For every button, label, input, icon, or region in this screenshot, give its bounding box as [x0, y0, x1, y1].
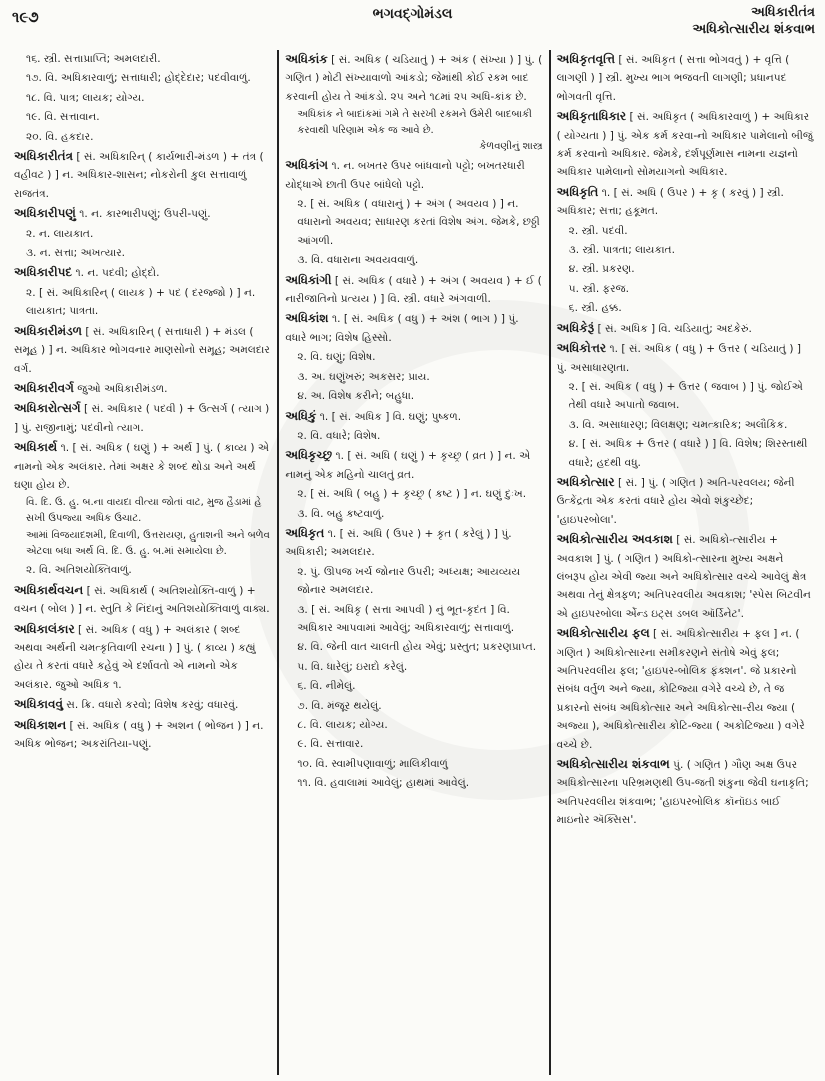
definition-text: ૨. ન. લાયકાત.: [26, 227, 94, 240]
headword: અધિકાર્થ: [14, 440, 58, 455]
definition-text: ૧. ન. કારભારીપણું; ઉપરી-પણું.: [75, 208, 211, 221]
dictionary-entry: [557, 50, 814, 106]
definition-text: ૩. વિ. બહુ કષ્ટવાળું.: [297, 507, 385, 520]
definition-text: [ સં. ] પું. ( ગણિત ) અતિ-પરવલય; જેની ઉત્કેંદ્રતા એક કરતાં વધારે હોય એવો શંકુચ્છેદ; 'હાઇપરબોલા'.: [556, 476, 795, 526]
headword: અધિકોત્સાર: [556, 474, 615, 489]
entry-sense: [285, 677, 542, 695]
dictionary-entry: [285, 271, 542, 309]
guide-word-first: અધિકારીતંત્ર: [751, 5, 815, 20]
dictionary-entry: [14, 438, 271, 494]
dictionary-columns: [8, 50, 820, 1075]
dictionary-entry: [14, 263, 271, 282]
definition-text: જુઓ અધિકારીમંડળ.: [73, 382, 168, 395]
dictionary-entry: [557, 624, 814, 754]
definition-text: [ સં. અધિકારિન્ ( કાર્યભારી-મંડળ ) + તંત્ર ( વહીવટ ) ] ન. અધિકાર-શાસન; નોકરોની કુલ સત્તાવાળું રાજતંત્ર.: [14, 151, 264, 200]
entry-sense: [285, 716, 542, 734]
headword: અધિકૃતાધિકાર: [556, 109, 627, 124]
column-3: [549, 50, 820, 1075]
dictionary-entry: [14, 379, 271, 398]
entry-sense: [14, 128, 271, 146]
dictionary-entry: [557, 107, 814, 182]
dictionary-entry: [14, 581, 271, 619]
definition-text: ૧૭. વિ. અધિકારવાળું; સત્તાધારી; હોદ્દેદાર; પદવીવાળું.: [26, 72, 251, 85]
definition-text: આમાં વિજયાદશમી, દિવાળી, ઉત્તરાયણ, હુતાશની અને બળેવ એટલા બધા અર્થ વિ. દિ. ઉ. હુ. બ.માં સમાયેલા છે.: [26, 530, 270, 558]
headword: અધિકાશન: [14, 717, 67, 732]
entry-sense: [285, 735, 542, 753]
definition-text: ૮. વિ. લાયક; યોગ્ય.: [297, 719, 388, 731]
definition-text: ૨. વિ. ઘણું; વિશેષ.: [297, 351, 376, 364]
entry-sense: [285, 697, 542, 715]
definition-text: ૨. વિ. અતિશયોક્તિવાળું.: [26, 564, 132, 577]
dictionary-entry: [285, 309, 542, 347]
dictionary-entry: [14, 716, 271, 754]
definition-text: [ સં. અધિકૃત ( અધિકારવાળું ) + અધિકાર ( યોગ્યતા ) ] પું. એક કર્મ કરવા-નો અધિકાર પામેલાનો બીજું કર્મ કરવાનો અધિકાર. જેમકે, દર્શપૂર્ણમાસ નામના યજ્ઞનો અધિકાર પામેલાનો સોમયાગનો અધિકાર.: [556, 111, 813, 179]
dictionary-entry: [14, 399, 271, 437]
definition-text: ૧. [ સં. અધિ ( ઉપર ) + કૃત ( કરેલું ) ] પું. અધિકારી; અમલદાર.: [285, 527, 512, 559]
definition-text: ૭. વિ. મંજૂર થયેલું.: [297, 699, 382, 712]
definition-text: ૩. સ્ત્રી. પાત્રતા; લાયકાત.: [568, 244, 675, 257]
entry-sense: [557, 260, 814, 278]
headword: અધિકોત્સારીય શંકવાભ: [556, 757, 670, 772]
dictionary-entry: [557, 755, 814, 830]
definition-text: ૫. સ્ત્રી. ફરજ.: [568, 282, 629, 295]
entry-sense: [557, 378, 814, 415]
entry-sense: [557, 435, 814, 472]
entry-sense: [285, 251, 542, 269]
headword: અધિકાર્થવચન: [14, 582, 84, 597]
headword: અધિકાવવું: [14, 697, 63, 712]
definition-text: ૫. વિ. ધારેલું; ઇરાદો કરેલું.: [297, 660, 408, 673]
headword: અધિકાંક: [285, 52, 328, 66]
definition-text: ૪. [ સં. અધિક + ઉત્તર ( વધારે ) ] વિ. વિશેષ; શિરસ્તાથી વધારે; હદથી વધુ.: [568, 438, 808, 469]
entry-sense: [285, 368, 542, 386]
entry-sense: [285, 601, 542, 638]
entry-sense: [557, 280, 814, 298]
dictionary-entry: [285, 156, 542, 194]
entry-sense: [14, 69, 271, 87]
entry-sense: [285, 563, 542, 600]
dictionary-entry: [285, 446, 542, 484]
definition-text: ૨. પું. ઊપજ ખર્ચ જોનાર ઉપરી; અધ્યક્ષ; આયવ્યય જોનાર અમલદાર.: [297, 565, 521, 597]
definition-text: પું. ( ગણિત ) ગૌણ અક્ષ ઉપર અધિકોત્સારના પરિભ્રમણથી ઉપ-જતી શંકુના જેવી ઘનાકૃતિ; અતિપરવલીય શંકવાભ; 'હાઇપરબોલિક કૉનૉઇડ બાઈ માઇનોર ઍક્સિસ'.: [556, 759, 809, 827]
dictionary-entry: [557, 530, 814, 623]
entry-sense: [557, 222, 814, 240]
definition-text: [ સં. અધિકારિન્ ( સત્તાધારી ) + મંડલ ( સમૂહ ) ] ન. અધિકાર ભોગવનાર માણસોનો સમૂહ; અમલદાર વર્ગ.: [14, 325, 270, 375]
headword: અધિકોત્સારીય ફલ: [556, 626, 650, 641]
definition-text: ૧. [ સં. અધિક ( વધુ ) + અંશ ( ભાગ ) ] પું. વધારે ભાગ; વિશેષ હિસ્સો.: [285, 313, 519, 344]
headword: અધિકારીમંડળ: [14, 323, 83, 338]
dictionary-entry: [285, 407, 542, 426]
headword: અધિકું: [285, 408, 317, 423]
definition-text: ૨. [ સં. અધિકારિન્ ( લાયક ) + પદ ( દરજ્જો ) ] ન. લાયકાત; પાત્રતા.: [26, 286, 256, 318]
dictionary-entry: [557, 339, 814, 377]
dictionary-entry: [14, 147, 271, 203]
entry-sense: [557, 299, 814, 317]
definition-text: સ. ક્રિ. વધારો કરવો; વિશેષ કરવું; વધારવું.: [62, 699, 239, 712]
definition-text: ૧૯. વિ. સત્તાવાન.: [26, 111, 100, 124]
headword: અધિકાંગ: [285, 158, 329, 173]
definition-text: ૨૦. વિ. હકદાર.: [26, 130, 94, 143]
headword: અધિકારીતંત્ર: [14, 149, 73, 164]
definition-text: ૧. [ સં. અધિ ( ઉપર ) + કૃ ( કરવું ) ] સ્ત્રી. અધિકાર; સત્તા; હકૂમત.: [556, 186, 784, 218]
definition-text: ૩. વિ. અસાધારણ; વિલક્ષણ; ચમત્કારિક; અલૌકિક.: [568, 418, 788, 431]
definition-text: ૨. [ સં. અધિક ( વધારાનું ) + અંગ ( અવયવ ) ] ન. વધારાનો અવયવ; સાધારણ કરતાં વિશેષ અંગ. જેમકે, છઠ્ઠી આંગળી.: [297, 198, 540, 247]
entry-sense: [285, 195, 542, 250]
definition-text: ૧૧. વિ. હવાલામાં આવેલું; હાથમાં આવેલું.: [297, 777, 470, 790]
definition-text: ૩. [ સં. અધિકૃ ( સત્તા આપવી ) નું ભૂત-કૃદંત ] વિ. અધિકાર આપવામાં આવેલું; અધિકારવાળું; સત્તાવાળું.: [297, 603, 515, 634]
definition-text: ૨. સ્ત્રી. પદવી.: [568, 224, 628, 237]
definition-text: ૪. અ. વિશેષ કરીને; બહુધા.: [297, 390, 415, 403]
definition-text: ૧. [ સં. અધિક ( વધુ ) + ઉત્તર ( ચડિયાતું ) ] પું. અસાધારણતા.: [556, 343, 801, 374]
definition-text: વિ. દિ. ઉ. હુ. બ.ના વાયદા વીત્યા જોતાં વાટ, મુજ હૈડામાં હે સખી ઉપજ્યા અધિક ઉચાટ.: [26, 497, 262, 525]
entry-sense: [557, 416, 814, 434]
dictionary-entry: [557, 183, 814, 221]
dictionary-entry: [285, 50, 542, 106]
headword: અધિકૃત: [285, 525, 325, 540]
example-quote: [14, 528, 271, 560]
dictionary-entry: [14, 695, 271, 714]
definition-text: [ સં. અધિક ( વધુ ) + અલંકાર ( શબ્દ અથવા અર્થની ચમત્કૃતિવાળી રચના ) ] પું. ( કાવ્ય ) કહ્યું હોય તે કરતાં વધારે કહેવું એ દર્શાવતો એ નામનો એક અલંકાર. જુઓ અધિક ૧.: [14, 623, 256, 691]
dictionary-entry: [285, 524, 542, 562]
definition-text: ૧. [ સં. અધિક ] વિ. ઘણું; પુષ્કળ.: [316, 410, 462, 423]
definition-text: ૧૦. વિ. સ્વામીપણાવાળું; માલિકીવાળું: [297, 757, 448, 770]
column-2: [277, 50, 548, 1075]
page-number: ૧૯૭: [12, 8, 39, 26]
definition-text: ૧. [ સં. અધિ ( ઘણું ) + કૃચ્છ્ર ( વ્રત ) ] ન. એ નામનું એક મહિનો ચાલતું વ્રત.: [285, 450, 531, 481]
entry-sense: [285, 755, 542, 773]
headword: અધિકોત્તર: [556, 341, 607, 356]
definition-text: ૨. [ સં. અધિ ( બહુ ) + કૃચ્છ્ર ( કષ્ટ ) ] ન. ઘણું દુઃખ.: [297, 488, 527, 501]
dictionary-entry: [14, 204, 271, 223]
entry-sense: [14, 561, 271, 579]
definition-text: ૧૮. વિ. પાત્ર; લાયક; યોગ્ય.: [26, 91, 145, 104]
entry-sense: [285, 505, 542, 523]
column-1: [8, 50, 277, 1075]
definition-text: ૧. ન. બખતર ઉપર બાંધવાનો પટ્ટો; બખતરધારી યોદ્ધાએ છાતી ઉપર બાંધેલો પટ્ટો.: [285, 160, 525, 191]
guide-word-last: અધિકોત્સારીય શંકવાભ: [692, 22, 815, 37]
definition-text: [ સં. અધિક ( વધુ ) + અશન ( ભોજન ) ] ન. અધિક ભોજન; અકરાંતિયા-પણું.: [14, 719, 264, 750]
entry-sense: [14, 108, 271, 126]
definition-text: ૧. ન. પદવી; હોદ્દો.: [72, 267, 160, 280]
headword: અધિકાલંકાર: [14, 621, 75, 636]
headword: અધિકોત્સારીય અવકાશ: [556, 532, 673, 547]
entry-sense: [285, 348, 542, 366]
entry-sense: [14, 50, 271, 68]
definition-text: [ સં. અધિકોત્સારીય + ફલ ] ન. ( ગણિત ) અધિકોત્સારના સમીકરણને સંતોષે એવું ફલ; અતિપરવલીય ફલ; 'હાઇપર-બોલિક ફંક્શન'. જે પ્રકારનો સંબંધ વર્તુળ અને જ્યા, કોટિજ્યા વગેરે વચ્ચે છે, તે જ પ્રકારનો સંબંધ અધિકોત્સાર અને અધિકોત્સા-રીય જ્યા ( અજ્યા ), અધિકોત્સારીય કોટિ-જ્યા ( અકોટિજ્યા ) વગેરે વચ્ચે છે.: [556, 628, 805, 751]
definition-text: અધિકાંક ને બાદાંકમાં ગમે તે સરખી રકમને ઉમેરી બાદબાકી કરવાથી પરિણામ એક જ આવે છે.: [297, 109, 532, 137]
headword: અધિકૃતવૃત્તિ: [556, 52, 616, 66]
headword: અધિકારીપણું: [14, 206, 76, 221]
entry-sense: [285, 427, 542, 445]
entry-sense: [285, 658, 542, 676]
definition-text: [ સં. અધિક ] વિ. ચડિયાતું; અદકેરું.: [594, 322, 752, 335]
definition-text: ૪. સ્ત્રી. પ્રકરણ.: [568, 263, 635, 276]
entry-sense: [14, 225, 271, 243]
guide-words: [692, 4, 815, 38]
definition-text: [ સં. અધિકો-ત્સારીય + અવકાશ ] પું. ( ગણિત ) અધિકો-ત્સારના મુખ્ય અક્ષને લંબરૂપ હોય એવી જ્યા અને અધિકોત્સાર વચ્ચે આવેલું ક્ષેત્ર અથવા તેનું ક્ષેત્રફળ; અતિપરવલીય અવકાશ; 'સ્પેસ બિટવીન એ હાઇપરબોલા એૅન્ડ ઇટ્સ ડબલ ઑર્ડિનેટ'.: [556, 534, 811, 620]
entry-sense: [285, 638, 542, 656]
definition-text: ૨. [ સં. અધિક ( વધુ ) + ઉત્તર ( જવાબ ) ] પું. જોઈએ તેથી વધારે અપાતો જવાબ.: [568, 380, 803, 412]
entry-sense: [14, 89, 271, 107]
definition-text: [ સં. અધિકૃત ( સત્તા ભોગવતું ) + વૃત્તિ ( લાગણી ) ] સ્ત્રી. મુખ્ય ભાગ ભજવતી લાગણી; પ્રધાનપદ ભોગવતી વૃત્તિ.: [556, 54, 790, 103]
dictionary-entry: [557, 473, 814, 529]
definition-text: [ સં. અધિક ( વધારે ) + અંગ ( અવયવ ) + ઈ ( નારીજાતિનો પ્રત્યય ) ] વિ. સ્ત્રી. વધારે અંગવાળી.: [285, 274, 542, 306]
headword: અધિકાંગી: [285, 272, 332, 287]
headword: અધિકૃચ્છ્ર: [285, 448, 333, 463]
definition-text: ૬. સ્ત્રી. હક્ક.: [568, 302, 622, 315]
definition-text: [ સં. અધિકાર્થ ( અતિશયોક્તિ-વાળું ) + વચન ( બોલ ) ] ન. સ્તુતિ કે નિંદાનું અતિશયોક્તિવાળું વાક્ય.: [14, 584, 270, 616]
definition-text: ૩. વિ. વધારાના અવયવવાળું.: [297, 254, 419, 267]
headword: અધિકારોત્સર્ગ: [14, 401, 81, 416]
entry-sense: [285, 485, 542, 503]
headword: અધિકૃતિ: [556, 184, 599, 199]
entry-sense: [285, 387, 542, 405]
entry-sense: [557, 241, 814, 259]
entry-sense: [14, 244, 271, 262]
dictionary-entry: [14, 620, 271, 695]
definition-text: ૯. વિ. સત્તાવાર.: [297, 738, 364, 751]
definition-text: ૨. વિ. વધારે; વિશેષ.: [297, 429, 381, 442]
definition-text: [ સં. અધિકાર ( પદવી ) + ઉત્સર્ગ ( ત્યાગ ) ] પું. રાજીનામું; પદવીનો ત્યાગ.: [14, 403, 270, 434]
entry-sense: [14, 284, 271, 321]
headword: અધિકાંશ: [285, 311, 329, 326]
page-header: [0, 0, 825, 46]
headword: અધિકેરૂં: [556, 320, 595, 335]
dictionary-entry: [14, 322, 271, 378]
dictionary-entry: [557, 319, 814, 338]
definition-text: ૬. વિ. નીમેલું.: [297, 680, 356, 693]
definition-text: [ સં. અધિક ( ચડિયાતું ) + અંક ( સંખ્યા ) ] પું. ( ગણિત ) મોટી સંખ્યાવાળો આંકડો; જેમાંથી કોઈ રકમ બાદ કરવાની હોય તે આંકડો. ૨૫ અને ૧૮માં ૨૫ અધિ-કાંક છે.: [285, 54, 543, 103]
running-title: ભગવદ્ગોમંડલ: [372, 6, 453, 22]
example-quote: [285, 107, 542, 155]
definition-text: ૧૬. સ્ત્રી. સત્તાપ્રાપ્તિ; અમલદારી.: [26, 53, 161, 65]
headword: અધિકારીપદ: [14, 265, 73, 280]
entry-sense: [285, 774, 542, 792]
definition-text: ૩. અ. ઘણુંખરું; અકસર; પ્રાય.: [297, 370, 430, 383]
example-quote: [14, 495, 271, 527]
definition-text: ૧. [ સં. અધિક ( ઘણું ) + અર્થ ] પું. ( કાવ્ય ) એ નામનો એક અલંકાર. તેમાં અક્ષર કે શબ્દ થોડા અને અર્થ ઘણા હોય છે.: [14, 442, 269, 491]
definition-text: ૪. વિ. જેની વાત ચાલતી હોય એવું; પ્રસ્તુત; પ્રકરણપ્રાપ્ત.: [297, 641, 537, 654]
headword: અધિકારીવર્ગ: [14, 380, 74, 395]
definition-text: ૩. ન. સત્તા; અખત્યાર.: [26, 247, 126, 260]
quote-source: કેળવણીનું શાસ્ત્ર: [479, 141, 543, 153]
